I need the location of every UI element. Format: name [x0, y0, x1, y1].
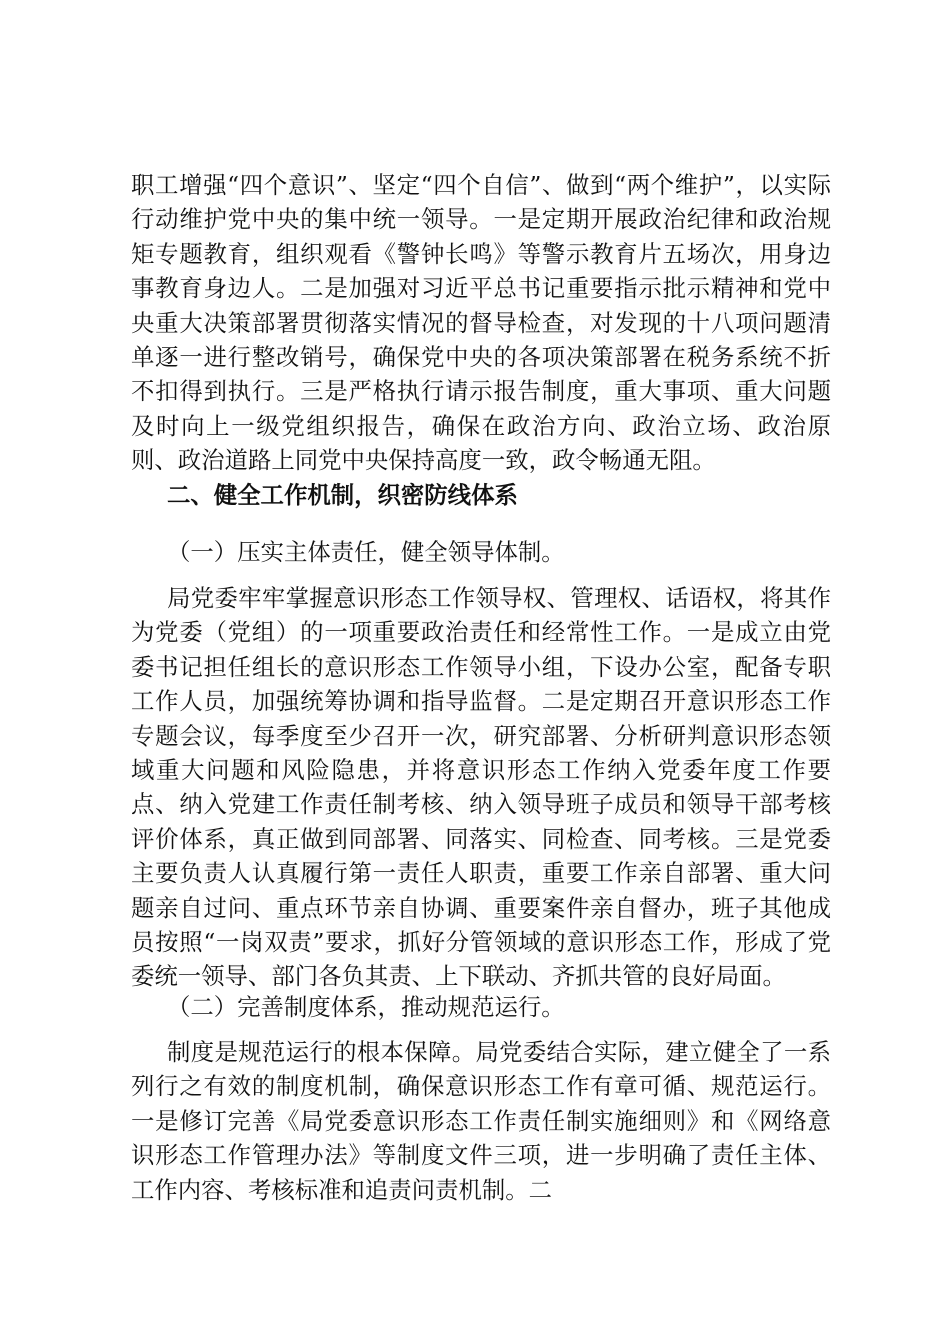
subsection-heading-institution-system: （二）完善制度体系，推动规范运行。 [167, 993, 565, 1021]
body-paragraph-regulations: 制度是规范运行的根本保障。局党委结合实际，建立健全了一系列行之有效的制度机制，确保意识形态工作有章可循、规范运行。一是修订完善《局党委意识形态工作责任制实施细则》和《网络意识形态工作管理办法》等制度文件三项，进一步明确了责任主体、工作内容、考核标准和追责问责机制。二 [131, 1038, 831, 1204]
section-heading-work-mechanism: 二、健全工作机制，织密防线体系 [167, 481, 518, 509]
body-paragraph-leadership-system: 局党委牢牢掌握意识形态工作领导权、管理权、话语权，将其作为党委（党组）的一项重要政治责任和经常性工作。一是成立由党委书记担任组长的意识形态工作领导小组，下设办公室，配备专职工作人员，加强统筹协调和指导监督。二是定期召开意识形态工作专题会议，每季度至少召开一次，研究部署、分析研判意识形态领域重大问题和风险隐患，并将意识形态工作纳入党委年度工作要点、纳入党建工作责任制考核、纳入领导班子成员和领导干部考核评价体系，真正做到同部署、同落实、同检查、同考核。三是党委主要负责人认真履行第一责任人职责，重要工作亲自部署、重大问题亲自过问、重点环节亲自协调、重要案件亲自督办，班子其他成员按照“一岗双责”要求，抓好分管领域的意识形态工作，形成了党委统一领导、部门各负其责、上下联动、齐抓共管的良好局面。 [131, 584, 831, 991]
body-paragraph-political-discipline: 职工增强“四个意识”、坚定“四个自信”、做到“两个维护”，以实际行动维护党中央的集中统一领导。一是定期开展政治纪律和政治规矩专题教育，组织观看《警钟长鸣》等警示教育片五场次，用身边事教育身边人。二是加强对习近平总书记重要指示批示精神和党中央重大决策部署贯彻落实情况的督导检查，对发现的十八项问题清单逐一进行整改销号，确保党中央的各项决策部署在税务系统不折不扣得到执行。三是严格执行请示报告制度，重大事项、重大问题及时向上一级党组织报告，确保在政治方向、政治立场、政治原则、政治道路上同党中央保持高度一致，政令畅通无阻。 [131, 171, 831, 475]
subsection-heading-responsibility: （一）压实主体责任，健全领导体制。 [167, 538, 565, 566]
